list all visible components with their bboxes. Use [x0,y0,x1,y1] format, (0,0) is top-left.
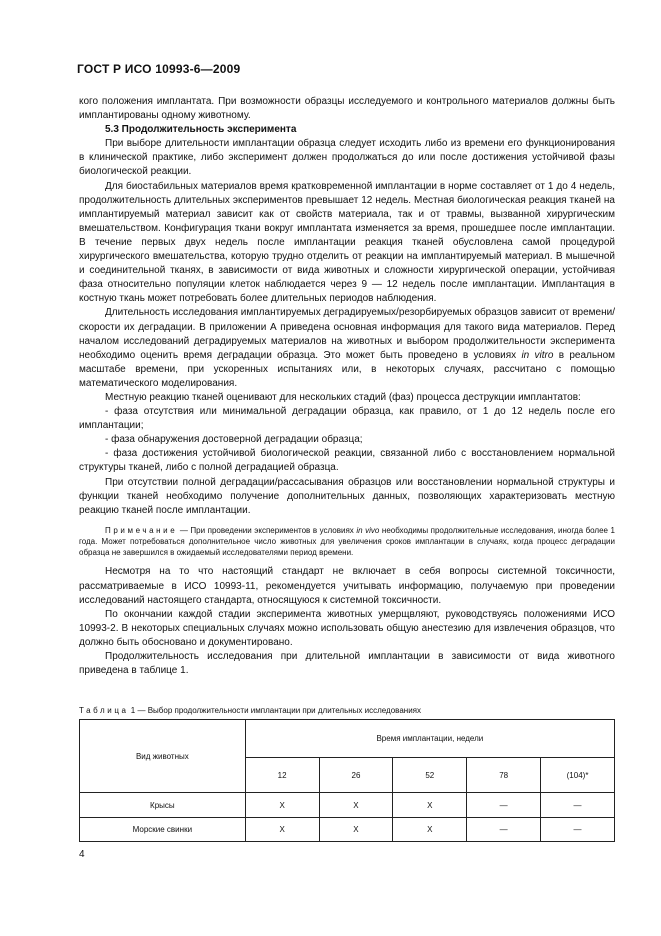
italic-term: in vivo [356,525,380,535]
header-time-cell: Время имплантации, недели [245,720,614,758]
paragraph-text: Длительность исследования имплантируемых деградируемых/резорбируемых образцов зависит от времени/скорости их деградации. В приложении А приведена основная информация для такого вида материалов. Перед началом исследований деградируемых материалов на животных и выбором продолжительности эксперимента необходимо оценить время деградации образца. Это может быть проведено в условиях [79,307,615,361]
mark-cell: X [245,818,319,842]
mark-cell: — [541,818,615,842]
table-caption-label: Таблица [79,706,129,715]
mark-cell: — [541,793,615,818]
note-text: — При проведении экспериментов в условиях [177,525,357,535]
section-heading: 5.3 Продолжительность эксперимента [105,124,297,136]
mark-cell: X [393,818,467,842]
week-cell: 52 [393,758,467,793]
paragraph: По окончании каждой стадии эксперимента животных умерщвляют, руководствуясь положениями ИСО 10993-2. В некоторых специальных случаях можно использовать общую анестезию для извлечения образцов, что должно быть обосновано и документировано. [79,608,615,648]
table-row [80,818,615,842]
page-number: 4 [79,849,85,860]
paragraph [79,306,615,391]
week-cell: 78 [467,758,541,793]
table-caption-text: 1 — Выбор продолжительности имплантации при длительных исследованиях [128,706,422,715]
note-label: Примечание [105,525,178,535]
table-row [80,793,615,818]
list-item: - фаза обнаружения достоверной деградации образца; [105,434,363,446]
paragraph: кого положения имплантата. При возможности образцы исследуемого и контрольного материалов должны быть имплантированы одному животному. [79,96,615,122]
paragraph: Несмотря на то что настоящий стандарт не включает в себя вопросы системной токсичности, рассматриваемые в ИСО 10993-11, рекомендуется учитывать информацию, получаемую при проведении исследований настоящего стандарта, относящуюся к системной токсичности. [79,566,615,606]
paragraph: Местную реакцию тканей оценивают для нескольких стадий (фаз) процесса деструкции имплантатов: [105,391,581,403]
list-item: - фаза отсутствия или минимальной деградации образца, как правило, от 1 до 12 недель после его имплантации; [79,406,615,432]
mark-cell: X [319,818,393,842]
page-header: ГОСТ Р ИСО 10993-6—2009 [77,62,241,76]
mark-cell: X [319,793,393,818]
implantation-table [79,719,615,842]
mark-cell: — [467,818,541,842]
paragraph: При отсутствии полной деградации/рассасывания образцов или восстановлении нормальной структуры и функции тканей необходимо получение дополнительных данных, позволяющих характеризовать местную реакцию тканей после имплантации. [79,476,615,516]
animal-cell: Крысы [80,793,246,818]
paragraph: Продолжительность исследования при длительной имплантации в зависимости от вида животного приведена в таблице 1. [79,650,615,677]
paragraph-text: в реальном масштабе времени, при ускоренных испытаниях или, в некоторых случаях, рассчитано с помощью математического моделирования. [79,349,616,389]
italic-term: in vitro [521,349,554,361]
list-item: - фаза достижения устойчивой биологической реакции, связанной либо с восстановлением нормальной структуры тканей, либо с полной деградацией образца. [79,448,615,474]
body-text [79,95,615,678]
note-text: необходимы продолжительные исследования, иногда более 1 года. Может потребоваться дополнительное число животных для увеличения сроков имплантации в случаях, когда процесс деградации образца не завершился в ожидаемый исследователями период времени. [79,525,615,558]
mark-cell: X [393,793,467,818]
mark-cell: X [245,793,319,818]
week-cell: 26 [319,758,393,793]
animal-cell: Морские свинки [80,818,246,842]
paragraph: Для биостабильных материалов время кратковременной имплантации в норме составляет от 1 до 4 недель, продолжительность длительных экспериментов превышает 12 недель. Местная биологическая реакция тканей на имплантируемый материал зависит как от свойств материала, так и от травмы, вызванной хирургическим вмешательством. Конфигурация ткани вокруг имплантата изменяется за время, прошедшее после имплантации. В течение первых двух недель после имплантации реакция тканей обусловлена самой процедурой хирургического вмешательства, которую трудно отделить от реакции на имплантируемый материал. В мышечной и соединительной тканях, в зависимости от вида животных и сложности хирургической операции, устойчивая фаза относительно популяции клеток наблюдается через 9 — 12 недель после имплантации. Имплантация в костную ткань может потребовать более длительных периодов наблюдения. [79,180,615,305]
table-caption [79,706,421,715]
mark-cell: — [467,793,541,818]
week-cell: 12 [245,758,319,793]
week-cell: (104)* [541,758,615,793]
paragraph: При выборе длительности имплантации образца следует исходить либо из времени его функционирования в клинической практике, либо эксперимент должен продолжаться до или после достижения устойчивой фазы биологической реакции. [79,138,615,178]
header-animal-cell: Вид животных [80,720,246,793]
note [79,525,615,559]
table-header-row [80,720,615,758]
